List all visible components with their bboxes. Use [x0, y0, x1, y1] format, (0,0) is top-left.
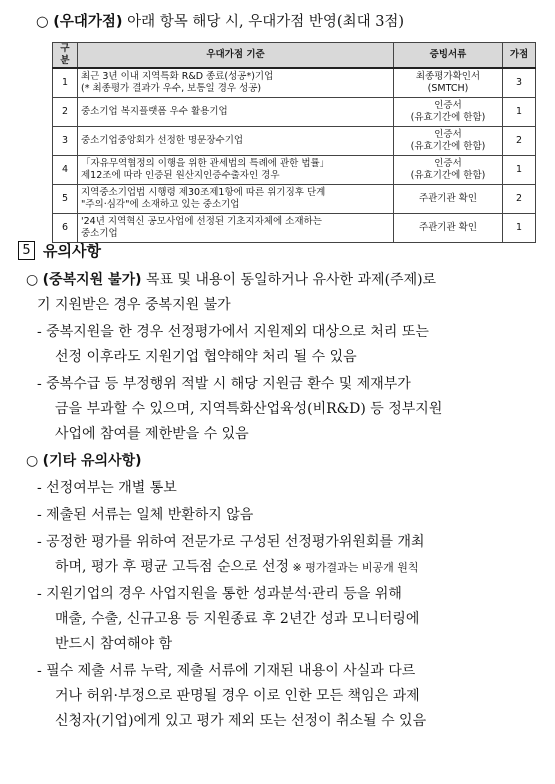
col-header-category: 구분	[53, 43, 78, 69]
row-documents: 주관기관 확인	[394, 213, 503, 242]
row-documents: 주관기관 확인	[394, 184, 503, 213]
row-criteria	[78, 126, 394, 155]
doc-line: 인증서	[434, 99, 462, 111]
etc-item-5-line-3: 신청자(기업)에게 있고 평가 제외 또는 선정이 취소될 수 있음	[55, 713, 427, 729]
col-header-criteria: 우대가점 기준	[78, 43, 394, 69]
bullet: ○	[26, 453, 39, 469]
bonus-points-table	[52, 42, 536, 243]
table-row	[53, 126, 536, 155]
doc-line: 인증서	[434, 128, 462, 140]
bonus-heading-text: 아래 항목 해당 시, 우대가점 반영(최대 3점)	[122, 14, 405, 30]
row-documents	[394, 155, 503, 184]
doc-line: 인증서	[434, 157, 462, 169]
row-criteria	[78, 68, 394, 97]
etc-item-4-line-3: 반드시 참여해야 함	[55, 636, 173, 652]
criteria-line: 중소기업	[81, 227, 118, 239]
bonus-points-heading	[36, 10, 404, 31]
etc-item-2: - 제출된 서류는 일체 반환하지 않음	[37, 507, 254, 523]
etc-heading	[26, 449, 142, 473]
doc-line: (유효기간에 한함)	[410, 140, 486, 152]
row-number: 2	[53, 97, 78, 126]
row-criteria	[78, 155, 394, 184]
row-criteria	[78, 184, 394, 213]
criteria-line: '24년 지역혁신 공모사업에 선정된 기초지자체에 소재하는	[81, 215, 322, 227]
row-documents	[394, 126, 503, 155]
dup-item-2-line-2: 금을 부과할 수 있으며, 지역특화산업육성(비R&D) 등 정부지원	[55, 401, 443, 417]
criteria-line: (* 최종평가 결과가 우수, 보통일 경우 성공)	[81, 82, 262, 94]
doc-line: 최종평가확인서	[415, 70, 481, 82]
table-row	[53, 184, 536, 213]
bonus-heading-label: (우대가점)	[53, 14, 123, 30]
section-title	[18, 240, 101, 261]
doc-line: (SMTCH)	[427, 82, 469, 94]
row-number: 4	[53, 155, 78, 184]
criteria-line: 중소기업중앙회가 선정한 명문장수기업	[81, 134, 244, 146]
row-points: 2	[503, 184, 536, 213]
dup-support-label: (중복지원 불가)	[42, 272, 142, 288]
table-row	[53, 213, 536, 242]
row-points: 1	[503, 97, 536, 126]
etc-item-4-line-1: - 지원기업의 경우 사업지원을 통한 성과분석·관리 등을 위해	[37, 586, 402, 602]
row-points: 1	[503, 213, 536, 242]
criteria-line: 지역중소기업법 시행령 제30조제1항에 따른 위기징후 단계	[81, 186, 326, 198]
row-criteria	[78, 213, 394, 242]
row-documents	[394, 68, 503, 97]
criteria-line: 제12조에 따라 인증된 원산지인증수출자인 경우	[81, 169, 280, 181]
row-points: 1	[503, 155, 536, 184]
dup-item-1-line-1: - 중복지원을 한 경우 선정평가에서 지원제외 대상으로 처리 또는	[37, 324, 429, 340]
section-number-box: 5	[18, 241, 35, 260]
row-documents	[394, 97, 503, 126]
dup-item-2-line-1: - 중복수급 등 부정행위 적발 시 해당 지원금 환수 및 제재부가	[37, 376, 411, 392]
row-number: 3	[53, 126, 78, 155]
etc-item-3-text: 하며, 평가 후 평균 고득점 순으로 선정	[55, 559, 290, 575]
etc-item-4-line-2: 매출, 수출, 신규고용 등 지원종료 후 2년간 성과 모니터링에	[55, 611, 420, 627]
criteria-line: 「자유무역협정의 이행을 위한 관세법의 특례에 관한 법률」	[81, 157, 330, 169]
etc-item-5-line-1: - 필수 제출 서류 누락, 제출 서류에 기재된 내용이 사실과 다르	[37, 663, 416, 679]
row-points: 2	[503, 126, 536, 155]
table-row	[53, 97, 536, 126]
dup-support-heading	[26, 268, 436, 292]
etc-heading-label: (기타 유의사항)	[42, 453, 142, 469]
etc-item-1: - 선정여부는 개별 통보	[37, 480, 177, 496]
etc-item-3-line-1: - 공정한 평가를 위하여 전문가로 구성된 선정평가위원회를 개최	[37, 534, 425, 550]
dup-item-2-line-3: 사업에 참여를 제한받을 수 있음	[55, 426, 249, 442]
table-row	[53, 68, 536, 97]
dup-support-text: 목표 및 내용이 동일하거나 유사한 과제(주제)로	[141, 272, 437, 288]
row-criteria	[78, 97, 394, 126]
dup-support-text-cont: 기 지원받은 경우 중복지원 불가	[37, 297, 231, 313]
etc-item-3-line-2	[55, 555, 418, 580]
doc-line: (유효기간에 한함)	[410, 169, 486, 181]
row-number: 6	[53, 213, 78, 242]
evaluation-note: ※ 평가결과는 비공개 원칙	[289, 561, 419, 574]
row-points: 3	[503, 68, 536, 97]
row-number: 5	[53, 184, 78, 213]
section-title-text: 유의사항	[43, 242, 101, 260]
row-number: 1	[53, 68, 78, 97]
bullet: ○	[36, 14, 49, 30]
dup-item-1-line-2: 선정 이후라도 지원기업 협약해약 처리 될 수 있음	[55, 349, 357, 365]
table-header-row	[53, 43, 536, 69]
bullet: ○	[26, 272, 39, 288]
criteria-line: "주의·심각"에 소재하고 있는 중소기업	[81, 198, 240, 210]
criteria-line: 중소기업 복지플랫폼 우수 활용기업	[81, 105, 228, 117]
doc-line: (유효기간에 한함)	[410, 111, 486, 123]
col-header-documents: 증빙서류	[394, 43, 503, 69]
criteria-line: 최근 3년 이내 지역특화 R&D 종료(성공*)기업	[81, 70, 274, 82]
col-header-points: 가점	[503, 43, 536, 69]
etc-item-5-line-2: 거나 허위·부정으로 판명될 경우 이로 인한 모든 책임은 과제	[55, 688, 420, 704]
table-row	[53, 155, 536, 184]
